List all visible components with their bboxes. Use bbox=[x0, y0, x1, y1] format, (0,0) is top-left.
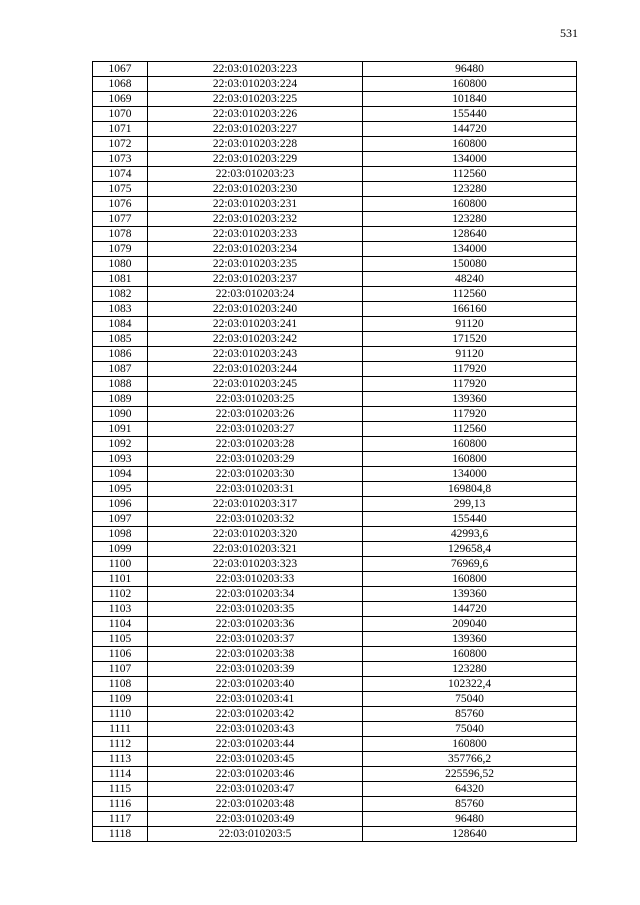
table-row bbox=[93, 737, 577, 752]
row-number-cell: 1096 bbox=[93, 497, 148, 512]
cadastral-number-cell: 22:03:010203:31 bbox=[148, 482, 363, 497]
cadastral-number-cell: 22:03:010203:36 bbox=[148, 617, 363, 632]
cadastral-number-cell: 22:03:010203:228 bbox=[148, 137, 363, 152]
table-row bbox=[93, 242, 577, 257]
cadastral-value-cell: 160800 bbox=[363, 572, 577, 587]
table-row bbox=[93, 602, 577, 617]
cadastral-number-cell: 22:03:010203:230 bbox=[148, 182, 363, 197]
cadastral-value-cell: 102322,4 bbox=[363, 677, 577, 692]
cadastral-number-cell: 22:03:010203:225 bbox=[148, 92, 363, 107]
row-number-cell: 1088 bbox=[93, 377, 148, 392]
table-row bbox=[93, 92, 577, 107]
cadastral-value-cell: 112560 bbox=[363, 287, 577, 302]
row-number-cell: 1080 bbox=[93, 257, 148, 272]
table-row bbox=[93, 377, 577, 392]
cadastral-value-cell: 112560 bbox=[363, 422, 577, 437]
cadastral-number-cell: 22:03:010203:48 bbox=[148, 797, 363, 812]
table-row bbox=[93, 197, 577, 212]
table-row bbox=[93, 662, 577, 677]
table-row bbox=[93, 407, 577, 422]
cadastral-value-cell: 48240 bbox=[363, 272, 577, 287]
cadastral-number-cell: 22:03:010203:244 bbox=[148, 362, 363, 377]
row-number-cell: 1087 bbox=[93, 362, 148, 377]
row-number-cell: 1093 bbox=[93, 452, 148, 467]
row-number-cell: 1095 bbox=[93, 482, 148, 497]
table-row bbox=[93, 107, 577, 122]
cadastral-number-cell: 22:03:010203:227 bbox=[148, 122, 363, 137]
cadastral-value-cell: 117920 bbox=[363, 362, 577, 377]
cadastral-number-cell: 22:03:010203:45 bbox=[148, 752, 363, 767]
table-row bbox=[93, 812, 577, 827]
cadastral-value-cell: 75040 bbox=[363, 692, 577, 707]
table-row bbox=[93, 782, 577, 797]
table-row bbox=[93, 752, 577, 767]
row-number-cell: 1094 bbox=[93, 467, 148, 482]
table-row bbox=[93, 557, 577, 572]
cadastral-value-cell: 225596,52 bbox=[363, 767, 577, 782]
row-number-cell: 1083 bbox=[93, 302, 148, 317]
cadastral-value-cell: 129658,4 bbox=[363, 542, 577, 557]
cadastral-value-cell: 155440 bbox=[363, 107, 577, 122]
cadastral-number-cell: 22:03:010203:24 bbox=[148, 287, 363, 302]
table-row bbox=[93, 707, 577, 722]
row-number-cell: 1079 bbox=[93, 242, 148, 257]
table-row bbox=[93, 467, 577, 482]
cadastral-value-cell: 299,13 bbox=[363, 497, 577, 512]
cadastral-number-cell: 22:03:010203:320 bbox=[148, 527, 363, 542]
cadastral-value-cell: 123280 bbox=[363, 182, 577, 197]
row-number-cell: 1074 bbox=[93, 167, 148, 182]
row-number-cell: 1072 bbox=[93, 137, 148, 152]
table-row bbox=[93, 302, 577, 317]
cadastral-value-table bbox=[92, 61, 577, 842]
table-row bbox=[93, 122, 577, 137]
cadastral-value-cell: 91120 bbox=[363, 347, 577, 362]
row-number-cell: 1118 bbox=[93, 827, 148, 842]
row-number-cell: 1100 bbox=[93, 557, 148, 572]
row-number-cell: 1078 bbox=[93, 227, 148, 242]
cadastral-value-cell: 139360 bbox=[363, 587, 577, 602]
cadastral-number-cell: 22:03:010203:237 bbox=[148, 272, 363, 287]
cadastral-value-cell: 112560 bbox=[363, 167, 577, 182]
cadastral-number-cell: 22:03:010203:245 bbox=[148, 377, 363, 392]
row-number-cell: 1073 bbox=[93, 152, 148, 167]
row-number-cell: 1108 bbox=[93, 677, 148, 692]
row-number-cell: 1075 bbox=[93, 182, 148, 197]
cadastral-value-cell: 117920 bbox=[363, 377, 577, 392]
table-body bbox=[93, 62, 577, 842]
cadastral-number-cell: 22:03:010203:226 bbox=[148, 107, 363, 122]
row-number-cell: 1070 bbox=[93, 107, 148, 122]
row-number-cell: 1117 bbox=[93, 812, 148, 827]
cadastral-value-cell: 160800 bbox=[363, 647, 577, 662]
cadastral-number-cell: 22:03:010203:49 bbox=[148, 812, 363, 827]
cadastral-value-cell: 134000 bbox=[363, 467, 577, 482]
row-number-cell: 1089 bbox=[93, 392, 148, 407]
cadastral-number-cell: 22:03:010203:233 bbox=[148, 227, 363, 242]
cadastral-value-cell: 155440 bbox=[363, 512, 577, 527]
row-number-cell: 1090 bbox=[93, 407, 148, 422]
cadastral-value-cell: 209040 bbox=[363, 617, 577, 632]
cadastral-value-cell: 134000 bbox=[363, 242, 577, 257]
cadastral-value-cell: 91120 bbox=[363, 317, 577, 332]
cadastral-value-cell: 128640 bbox=[363, 227, 577, 242]
table-row bbox=[93, 692, 577, 707]
table-row bbox=[93, 227, 577, 242]
table-row bbox=[93, 797, 577, 812]
cadastral-value-cell: 160800 bbox=[363, 452, 577, 467]
cadastral-value-cell: 96480 bbox=[363, 62, 577, 77]
row-number-cell: 1076 bbox=[93, 197, 148, 212]
cadastral-value-cell: 134000 bbox=[363, 152, 577, 167]
cadastral-number-cell: 22:03:010203:229 bbox=[148, 152, 363, 167]
table-row bbox=[93, 482, 577, 497]
cadastral-value-cell: 160800 bbox=[363, 437, 577, 452]
table-row bbox=[93, 452, 577, 467]
cadastral-number-cell: 22:03:010203:47 bbox=[148, 782, 363, 797]
cadastral-number-cell: 22:03:010203:25 bbox=[148, 392, 363, 407]
table-row bbox=[93, 632, 577, 647]
cadastral-number-cell: 22:03:010203:38 bbox=[148, 647, 363, 662]
cadastral-number-cell: 22:03:010203:43 bbox=[148, 722, 363, 737]
cadastral-number-cell: 22:03:010203:224 bbox=[148, 77, 363, 92]
cadastral-value-cell: 171520 bbox=[363, 332, 577, 347]
cadastral-number-cell: 22:03:010203:30 bbox=[148, 467, 363, 482]
cadastral-value-cell: 169804,8 bbox=[363, 482, 577, 497]
table-row bbox=[93, 257, 577, 272]
row-number-cell: 1068 bbox=[93, 77, 148, 92]
cadastral-value-cell: 160800 bbox=[363, 77, 577, 92]
cadastral-number-cell: 22:03:010203:34 bbox=[148, 587, 363, 602]
cadastral-number-cell: 22:03:010203:26 bbox=[148, 407, 363, 422]
table-row bbox=[93, 362, 577, 377]
cadastral-value-cell: 150080 bbox=[363, 257, 577, 272]
cadastral-number-cell: 22:03:010203:27 bbox=[148, 422, 363, 437]
table-row bbox=[93, 212, 577, 227]
row-number-cell: 1111 bbox=[93, 722, 148, 737]
cadastral-value-cell: 166160 bbox=[363, 302, 577, 317]
row-number-cell: 1077 bbox=[93, 212, 148, 227]
table-row bbox=[93, 587, 577, 602]
cadastral-value-cell: 96480 bbox=[363, 812, 577, 827]
table-row bbox=[93, 182, 577, 197]
cadastral-value-cell: 144720 bbox=[363, 602, 577, 617]
table-row bbox=[93, 542, 577, 557]
cadastral-number-cell: 22:03:010203:41 bbox=[148, 692, 363, 707]
cadastral-number-cell: 22:03:010203:243 bbox=[148, 347, 363, 362]
cadastral-value-cell: 123280 bbox=[363, 662, 577, 677]
table-row bbox=[93, 347, 577, 362]
table-row bbox=[93, 317, 577, 332]
cadastral-value-cell: 357766,2 bbox=[363, 752, 577, 767]
cadastral-value-cell: 64320 bbox=[363, 782, 577, 797]
table-row bbox=[93, 152, 577, 167]
table-row bbox=[93, 62, 577, 77]
cadastral-number-cell: 22:03:010203:231 bbox=[148, 197, 363, 212]
table-row bbox=[93, 272, 577, 287]
cadastral-value-cell: 160800 bbox=[363, 137, 577, 152]
cadastral-value-cell: 160800 bbox=[363, 197, 577, 212]
table-row bbox=[93, 527, 577, 542]
row-number-cell: 1102 bbox=[93, 587, 148, 602]
cadastral-number-cell: 22:03:010203:42 bbox=[148, 707, 363, 722]
row-number-cell: 1081 bbox=[93, 272, 148, 287]
row-number-cell: 1092 bbox=[93, 437, 148, 452]
row-number-cell: 1113 bbox=[93, 752, 148, 767]
row-number-cell: 1112 bbox=[93, 737, 148, 752]
row-number-cell: 1105 bbox=[93, 632, 148, 647]
table-row bbox=[93, 77, 577, 92]
cadastral-value-cell: 76969,6 bbox=[363, 557, 577, 572]
cadastral-number-cell: 22:03:010203:44 bbox=[148, 737, 363, 752]
table-row bbox=[93, 497, 577, 512]
row-number-cell: 1067 bbox=[93, 62, 148, 77]
row-number-cell: 1097 bbox=[93, 512, 148, 527]
table-row bbox=[93, 287, 577, 302]
row-number-cell: 1106 bbox=[93, 647, 148, 662]
row-number-cell: 1069 bbox=[93, 92, 148, 107]
cadastral-number-cell: 22:03:010203:240 bbox=[148, 302, 363, 317]
table-row bbox=[93, 677, 577, 692]
row-number-cell: 1082 bbox=[93, 287, 148, 302]
row-number-cell: 1071 bbox=[93, 122, 148, 137]
cadastral-value-cell: 75040 bbox=[363, 722, 577, 737]
cadastral-value-cell: 85760 bbox=[363, 707, 577, 722]
row-number-cell: 1110 bbox=[93, 707, 148, 722]
cadastral-number-cell: 22:03:010203:35 bbox=[148, 602, 363, 617]
cadastral-number-cell: 22:03:010203:23 bbox=[148, 167, 363, 182]
table-row bbox=[93, 137, 577, 152]
cadastral-value-cell: 117920 bbox=[363, 407, 577, 422]
table-row bbox=[93, 392, 577, 407]
cadastral-value-cell: 123280 bbox=[363, 212, 577, 227]
cadastral-value-cell: 144720 bbox=[363, 122, 577, 137]
cadastral-number-cell: 22:03:010203:242 bbox=[148, 332, 363, 347]
table-row bbox=[93, 572, 577, 587]
row-number-cell: 1098 bbox=[93, 527, 148, 542]
row-number-cell: 1104 bbox=[93, 617, 148, 632]
cadastral-number-cell: 22:03:010203:321 bbox=[148, 542, 363, 557]
cadastral-number-cell: 22:03:010203:28 bbox=[148, 437, 363, 452]
table-row bbox=[93, 722, 577, 737]
cadastral-number-cell: 22:03:010203:46 bbox=[148, 767, 363, 782]
cadastral-value-cell: 42993,6 bbox=[363, 527, 577, 542]
cadastral-number-cell: 22:03:010203:223 bbox=[148, 62, 363, 77]
cadastral-number-cell: 22:03:010203:323 bbox=[148, 557, 363, 572]
table-row bbox=[93, 437, 577, 452]
page-number: 531 bbox=[560, 26, 578, 40]
table-row bbox=[93, 827, 577, 842]
cadastral-value-cell: 101840 bbox=[363, 92, 577, 107]
row-number-cell: 1086 bbox=[93, 347, 148, 362]
row-number-cell: 1114 bbox=[93, 767, 148, 782]
table-row bbox=[93, 647, 577, 662]
row-number-cell: 1091 bbox=[93, 422, 148, 437]
row-number-cell: 1084 bbox=[93, 317, 148, 332]
cadastral-value-cell: 128640 bbox=[363, 827, 577, 842]
cadastral-number-cell: 22:03:010203:40 bbox=[148, 677, 363, 692]
cadastral-number-cell: 22:03:010203:317 bbox=[148, 497, 363, 512]
table-row bbox=[93, 422, 577, 437]
table-row bbox=[93, 767, 577, 782]
cadastral-number-cell: 22:03:010203:37 bbox=[148, 632, 363, 647]
cadastral-number-cell: 22:03:010203:29 bbox=[148, 452, 363, 467]
cadastral-number-cell: 22:03:010203:32 bbox=[148, 512, 363, 527]
cadastral-value-cell: 85760 bbox=[363, 797, 577, 812]
cadastral-number-cell: 22:03:010203:241 bbox=[148, 317, 363, 332]
cadastral-number-cell: 22:03:010203:39 bbox=[148, 662, 363, 677]
row-number-cell: 1085 bbox=[93, 332, 148, 347]
row-number-cell: 1116 bbox=[93, 797, 148, 812]
table-row bbox=[93, 167, 577, 182]
cadastral-number-cell: 22:03:010203:234 bbox=[148, 242, 363, 257]
row-number-cell: 1099 bbox=[93, 542, 148, 557]
row-number-cell: 1103 bbox=[93, 602, 148, 617]
row-number-cell: 1101 bbox=[93, 572, 148, 587]
cadastral-number-cell: 22:03:010203:5 bbox=[148, 827, 363, 842]
cadastral-value-cell: 139360 bbox=[363, 632, 577, 647]
cadastral-value-cell: 139360 bbox=[363, 392, 577, 407]
cadastral-number-cell: 22:03:010203:235 bbox=[148, 257, 363, 272]
row-number-cell: 1107 bbox=[93, 662, 148, 677]
table-row bbox=[93, 617, 577, 632]
cadastral-number-cell: 22:03:010203:33 bbox=[148, 572, 363, 587]
table-row bbox=[93, 332, 577, 347]
cadastral-value-cell: 160800 bbox=[363, 737, 577, 752]
row-number-cell: 1115 bbox=[93, 782, 148, 797]
cadastral-number-cell: 22:03:010203:232 bbox=[148, 212, 363, 227]
table-row bbox=[93, 512, 577, 527]
row-number-cell: 1109 bbox=[93, 692, 148, 707]
